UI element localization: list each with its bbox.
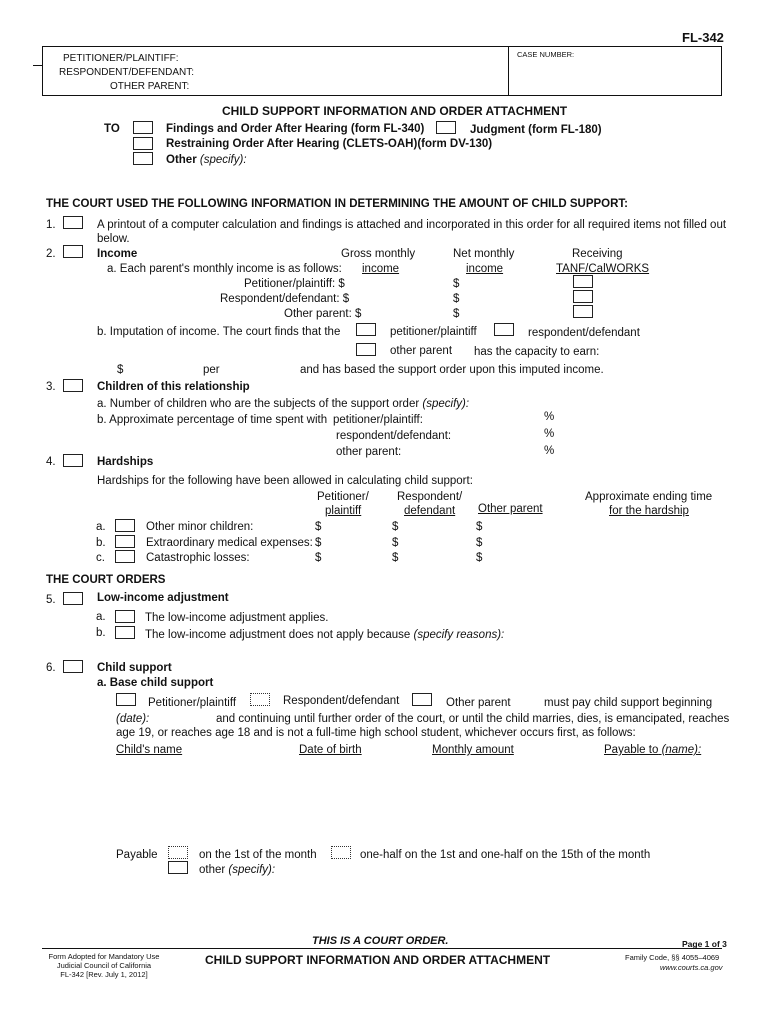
hardship-col-end-1: Approximate ending time bbox=[585, 491, 713, 503]
col-child-name: Child's name bbox=[116, 744, 183, 756]
base-date-label: (date): bbox=[116, 713, 150, 725]
col-payable-to-label: Payable to bbox=[604, 744, 659, 756]
hardship-col-end-2: for the hardship bbox=[609, 505, 689, 517]
courts-url[interactable]: www.courts.ca.gov bbox=[660, 963, 723, 972]
court-orders-heading: THE COURT ORDERS bbox=[46, 574, 166, 586]
base-line3: age 19, or reaches age 18 and is not a full-time high school student, whichever occurs first, as follows: bbox=[116, 727, 636, 739]
form-id: FL-342 bbox=[682, 30, 724, 45]
item3-checkbox[interactable] bbox=[63, 379, 83, 392]
item6-checkbox[interactable] bbox=[63, 660, 83, 673]
item5-number: 5. bbox=[46, 594, 56, 606]
item5-checkbox[interactable] bbox=[63, 592, 83, 605]
hardship-a-other-dollar: $ bbox=[476, 521, 483, 533]
impute-other-label: other parent bbox=[390, 345, 453, 357]
adopted-line-3: FL-342 [Rev. July 1, 2012] bbox=[60, 970, 148, 979]
pay-other-specify: (specify): bbox=[228, 864, 276, 876]
time-petitioner-label: petitioner/plaintiff: bbox=[333, 414, 423, 426]
hardship-col-resp-2: defendant bbox=[404, 505, 456, 517]
item3a-label: a. Number of children who are the subjects of the support order bbox=[97, 398, 420, 410]
tanf-respondent-checkbox[interactable] bbox=[573, 290, 593, 303]
tanf-other-checkbox[interactable] bbox=[573, 305, 593, 318]
item6-title: Child support bbox=[97, 662, 172, 674]
impute-respondent-checkbox[interactable] bbox=[494, 323, 514, 336]
item5a-text: The low-income adjustment applies. bbox=[145, 612, 329, 624]
hardship-b-checkbox[interactable] bbox=[115, 535, 135, 548]
item5b-checkbox[interactable] bbox=[115, 626, 135, 639]
income-row-petitioner bbox=[244, 278, 345, 290]
item1-text-1: A printout of a computer calculation and findings is attached and incorporated in this order for all required items not filled out bbox=[97, 219, 727, 231]
income-other-net-dollar: $ bbox=[453, 308, 460, 320]
income-row-petitioner-label: Petitioner/plaintiff: bbox=[244, 278, 336, 290]
hardship-b-label: Extraordinary medical expenses: bbox=[146, 537, 313, 549]
time-petitioner-pct: % bbox=[544, 411, 555, 423]
time-respondent-label: respondent/defendant: bbox=[336, 430, 452, 442]
court-used-heading: THE COURT USED THE FOLLOWING INFORMATION IN DETERMINING THE AMOUNT OF CHILD SUPPORT: bbox=[46, 198, 629, 210]
base-respondent-checkbox[interactable] bbox=[250, 693, 270, 706]
col-monthly-amount: Monthly amount bbox=[432, 744, 514, 756]
hardship-c-resp-dollar: $ bbox=[392, 552, 399, 564]
item1-number: 1. bbox=[46, 219, 56, 231]
item6a-title: a. Base child support bbox=[97, 677, 214, 689]
adopted-line-1: Form Adopted for Mandatory Use bbox=[48, 952, 160, 961]
checkbox-other[interactable] bbox=[133, 152, 153, 165]
pay-other-checkbox[interactable] bbox=[168, 861, 188, 874]
base-petitioner-label: Petitioner/plaintiff bbox=[148, 697, 237, 709]
impute-dollar: $ bbox=[117, 364, 124, 376]
income-pet-gross-dollar: $ bbox=[338, 278, 345, 290]
hardship-col-resp-1: Respondent/ bbox=[397, 491, 463, 503]
item3a-text bbox=[97, 398, 469, 410]
pay-first-checkbox[interactable] bbox=[168, 846, 188, 859]
col-date-of-birth: Date of birth bbox=[299, 744, 362, 756]
checkbox-dv130[interactable] bbox=[133, 137, 153, 150]
income-row-respondent bbox=[220, 293, 349, 305]
recv-header-2: TANF/CalWORKS bbox=[556, 263, 650, 275]
court-order-notice: THIS IS A COURT ORDER. bbox=[312, 935, 449, 947]
item6-number: 6. bbox=[46, 662, 56, 674]
item5b-label: The low-income adjustment does not apply because bbox=[145, 629, 411, 641]
petitioner-label: PETITIONER/PLAINTIFF: bbox=[63, 53, 179, 64]
other-parent-label: OTHER PARENT: bbox=[110, 81, 190, 92]
income-pet-net-dollar: $ bbox=[453, 278, 460, 290]
hardship-b-pet-dollar: $ bbox=[315, 537, 322, 549]
item3b-text: b. Approximate percentage of time spent with bbox=[97, 414, 328, 426]
hardship-c-other-dollar: $ bbox=[476, 552, 483, 564]
impute-respondent-label: respondent/defendant bbox=[528, 327, 640, 339]
footer-rule bbox=[42, 948, 722, 949]
pay-other-label bbox=[199, 864, 275, 876]
income-resp-net-dollar: $ bbox=[453, 293, 460, 305]
opt-dv130: Restraining Order After Hearing (CLETS-OAH)(form DV-130) bbox=[166, 138, 493, 150]
payable-label: Payable bbox=[116, 849, 158, 861]
net-header-2: income bbox=[466, 263, 504, 275]
pay-half-checkbox[interactable] bbox=[331, 846, 351, 859]
item5-title: Low-income adjustment bbox=[97, 592, 229, 604]
impute-other-checkbox[interactable] bbox=[356, 343, 376, 356]
opt-fl180: Judgment (form FL-180) bbox=[470, 124, 602, 136]
hardship-a-letter: a. bbox=[96, 521, 106, 533]
item2b-text: b. Imputation of income. The court finds that the bbox=[97, 326, 341, 338]
checkbox-fl180[interactable] bbox=[436, 121, 456, 134]
impute-based: and has based the support order upon this imputed income. bbox=[300, 364, 604, 376]
pay-other-text: other bbox=[199, 864, 226, 876]
hardship-col-other: Other parent bbox=[478, 503, 543, 515]
item3-number: 3. bbox=[46, 381, 56, 393]
item5b-text bbox=[145, 629, 504, 641]
base-petitioner-checkbox[interactable] bbox=[116, 693, 136, 706]
recv-header-1: Receiving bbox=[572, 248, 623, 260]
base-other-label: Other parent bbox=[446, 697, 511, 709]
col-payable-to-name: (name): bbox=[661, 744, 702, 756]
income-row-other bbox=[284, 308, 361, 320]
item5b-specify: (specify reasons): bbox=[413, 629, 505, 641]
opt-other-specify: (specify): bbox=[199, 154, 247, 166]
respondent-label: RESPONDENT/DEFENDANT: bbox=[59, 67, 195, 78]
hardship-c-checkbox[interactable] bbox=[115, 550, 135, 563]
case-number-label: CASE NUMBER: bbox=[517, 50, 575, 59]
page-number: Page 1 of 3 bbox=[682, 939, 727, 949]
tanf-petitioner-checkbox[interactable] bbox=[573, 275, 593, 288]
form-title: CHILD SUPPORT INFORMATION AND ORDER ATTACHMENT bbox=[222, 104, 568, 118]
caption-tick bbox=[33, 65, 42, 66]
item5a-checkbox[interactable] bbox=[115, 610, 135, 623]
item3a-specify: (specify): bbox=[422, 398, 470, 410]
net-header-1: Net monthly bbox=[453, 248, 515, 260]
item4-title: Hardships bbox=[97, 456, 154, 468]
base-line2: and continuing until further order of the court, or until the child marries, dies, is emancipated, reaches bbox=[216, 713, 730, 725]
hardship-b-other-dollar: $ bbox=[476, 537, 483, 549]
item3-title: Children of this relationship bbox=[97, 381, 250, 393]
hardship-b-resp-dollar: $ bbox=[392, 537, 399, 549]
item1-checkbox[interactable] bbox=[63, 216, 83, 229]
time-other-label: other parent: bbox=[336, 446, 402, 458]
income-other-gross-dollar: $ bbox=[354, 308, 362, 320]
hardship-intro: Hardships for the following have been allowed in calculating child support: bbox=[97, 475, 473, 487]
time-other-pct: % bbox=[544, 445, 555, 457]
opt-other bbox=[166, 154, 247, 166]
hardship-c-letter: c. bbox=[96, 552, 105, 564]
item2-number: 2. bbox=[46, 248, 56, 260]
impute-petitioner-label: petitioner/plaintiff bbox=[390, 326, 477, 338]
footer-title: CHILD SUPPORT INFORMATION AND ORDER ATTACHMENT bbox=[205, 953, 551, 967]
gross-header-1: Gross monthly bbox=[341, 248, 416, 260]
item4-number: 4. bbox=[46, 456, 56, 468]
income-row-respondent-label: Respondent/defendant: bbox=[220, 293, 340, 305]
item2-title: Income bbox=[97, 248, 138, 260]
base-other-checkbox[interactable] bbox=[412, 693, 432, 706]
opt-other-label: Other bbox=[166, 154, 197, 166]
hardship-col-pet-2: plaintiff bbox=[325, 505, 362, 517]
income-resp-gross-dollar: $ bbox=[342, 293, 350, 305]
caption-divider bbox=[508, 46, 509, 96]
hardship-b-letter: b. bbox=[96, 537, 106, 549]
adopted-notice bbox=[34, 952, 174, 979]
item4-checkbox[interactable] bbox=[63, 454, 83, 467]
item2-checkbox[interactable] bbox=[63, 245, 83, 258]
must-pay-text: must pay child support beginning bbox=[544, 697, 713, 709]
item2a-text: a. Each parent's monthly income is as follows: bbox=[107, 263, 342, 275]
hardship-a-label: Other minor children: bbox=[146, 521, 254, 533]
hardship-a-pet-dollar: $ bbox=[315, 521, 322, 533]
pay-half-label: one-half on the 1st and one-half on the 15th of the month bbox=[360, 849, 651, 861]
opt-fl340: Findings and Order After Hearing (form FL-340) bbox=[166, 123, 425, 135]
hardship-a-checkbox[interactable] bbox=[115, 519, 135, 532]
impute-capacity: has the capacity to earn: bbox=[474, 346, 600, 358]
family-code: Family Code, §§ 4055–4069 bbox=[625, 953, 720, 962]
to-label: TO bbox=[104, 123, 120, 135]
adopted-line-2: Judicial Council of California bbox=[56, 961, 152, 970]
item5a-letter: a. bbox=[96, 611, 106, 623]
base-respondent-label: Respondent/defendant bbox=[283, 695, 400, 707]
hardship-col-pet-1: Petitioner/ bbox=[317, 491, 369, 503]
hardship-c-label: Catastrophic losses: bbox=[146, 552, 250, 564]
gross-header-2: income bbox=[362, 263, 400, 275]
checkbox-fl340[interactable] bbox=[133, 121, 153, 134]
pay-first-label: on the 1st of the month bbox=[199, 849, 317, 861]
col-payable-to bbox=[604, 744, 701, 756]
hardship-a-resp-dollar: $ bbox=[392, 521, 399, 533]
item1-text-2: below. bbox=[97, 233, 130, 245]
item5b-letter: b. bbox=[96, 627, 106, 639]
time-respondent-pct: % bbox=[544, 428, 555, 440]
impute-petitioner-checkbox[interactable] bbox=[356, 323, 376, 336]
hardship-c-pet-dollar: $ bbox=[315, 552, 322, 564]
income-row-other-label: Other parent: bbox=[284, 308, 352, 320]
impute-per: per bbox=[203, 364, 220, 376]
